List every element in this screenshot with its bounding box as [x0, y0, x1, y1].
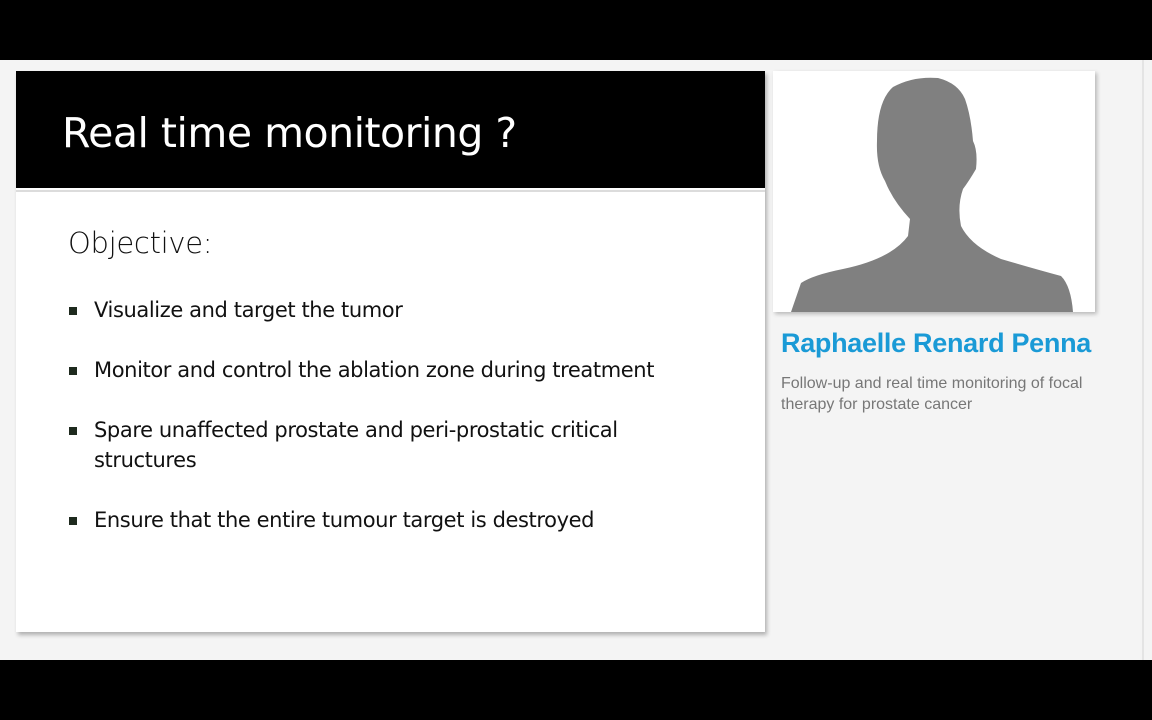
- bullet-item: [68, 415, 654, 475]
- speaker-name: Raphaelle Renard Penna: [781, 328, 1092, 358]
- square-bullet-icon: [69, 307, 77, 315]
- objective-heading: Objective:: [68, 226, 213, 260]
- bullet-text: Visualize and target the tumor: [94, 298, 403, 322]
- stage-divider: [1142, 60, 1144, 660]
- bullet-item: [68, 295, 674, 325]
- slide-title-bar: [16, 71, 765, 188]
- bullet-list: [68, 295, 674, 565]
- bullet-item: [68, 505, 674, 535]
- square-bullet-icon: [69, 367, 77, 375]
- bullet-text: Spare unaffected prostate and peri-prostatic critical structures: [94, 418, 618, 472]
- slide-title: Real time monitoring ?: [62, 109, 517, 157]
- title-divider: [16, 190, 765, 192]
- square-bullet-icon: [69, 427, 77, 435]
- bullet-text: Ensure that the entire tumour target is destroyed: [94, 508, 595, 532]
- bullet-text: Monitor and control the ablation zone during treatment: [94, 358, 655, 382]
- speaker-photo: [773, 71, 1095, 312]
- talk-title: Follow-up and real time monitoring of focal therapy for prostate cancer: [781, 375, 1083, 413]
- square-bullet-icon: [69, 517, 77, 525]
- person-silhouette-icon: [773, 71, 1095, 312]
- bullet-item: [68, 355, 674, 385]
- slide: [16, 71, 765, 632]
- presentation-stage: [0, 60, 1152, 660]
